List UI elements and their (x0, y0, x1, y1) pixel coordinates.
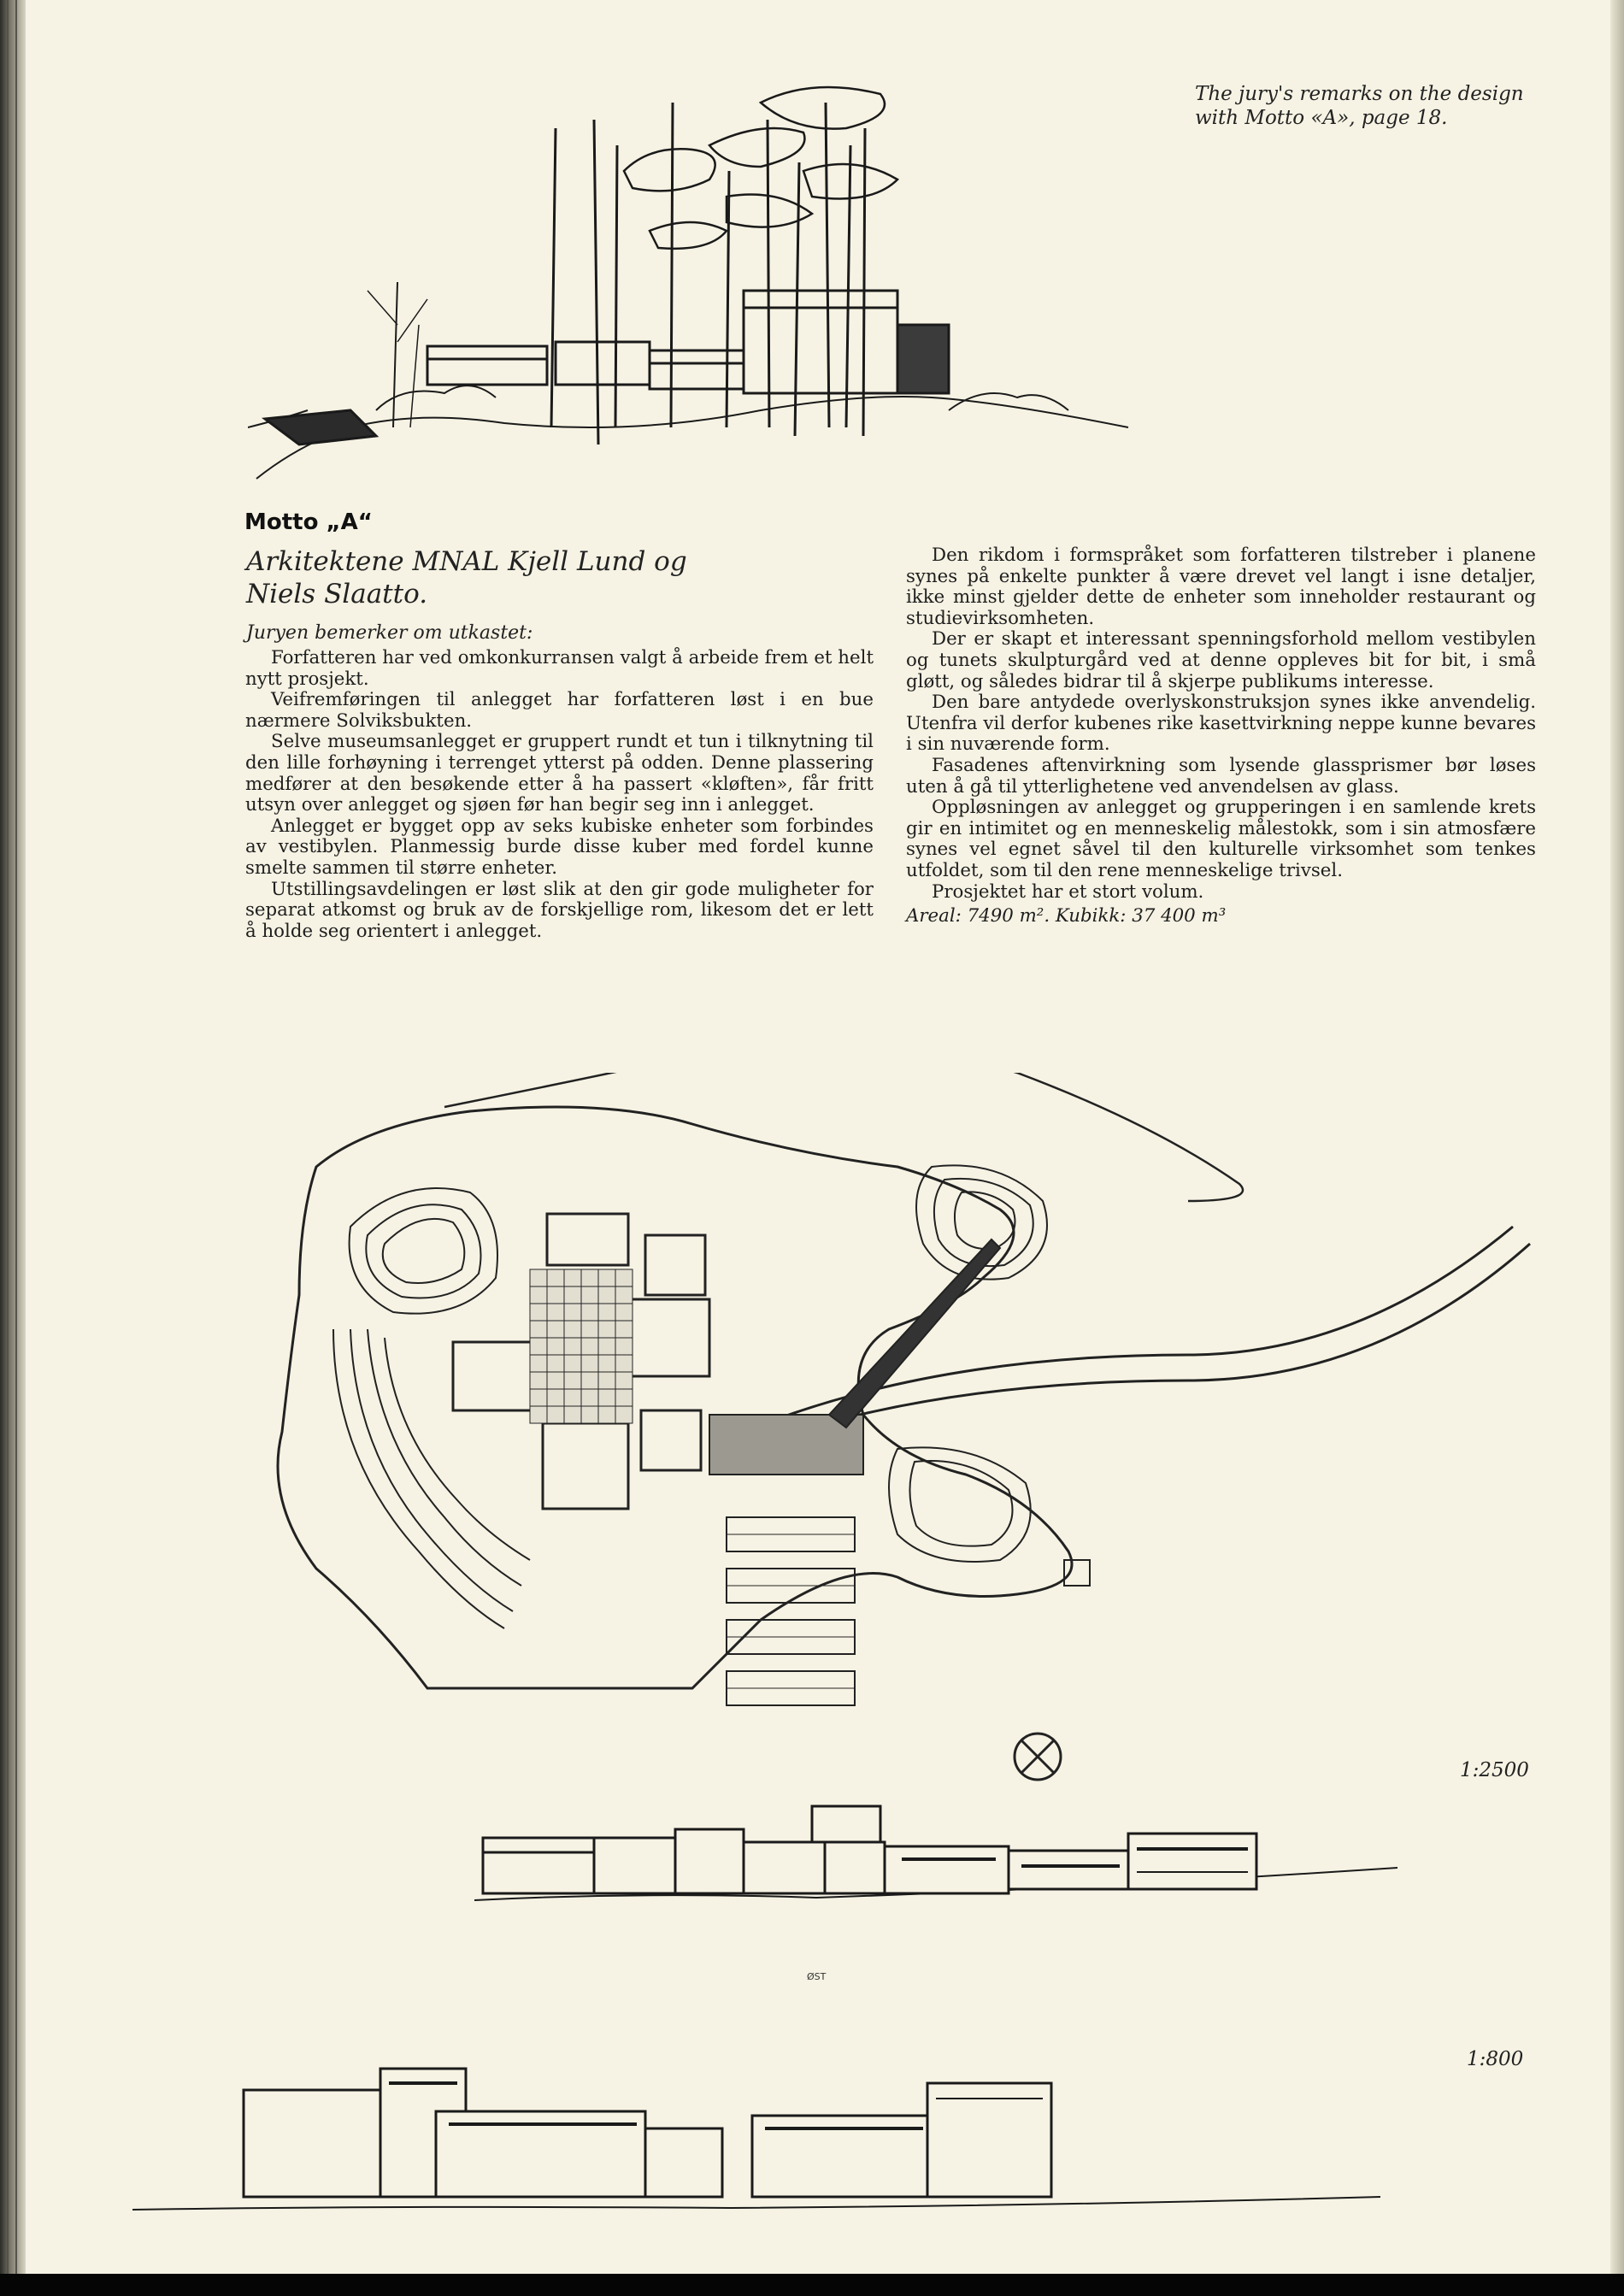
photo-caption (1195, 82, 1554, 130)
paragraph: Oppløsningen av anlegget og grupperingen i en samlende krets gir en intimitet og en menneskelig målestokk, som i sin atmosfære synes vel egnet såvel til den kulturelle virksomhet som tenkes utfoldet, som til den rene menneskelige trivsel. (906, 797, 1536, 881)
architects-line: Niels Slaatto. (246, 579, 428, 609)
area-volume: Areal: 7490 m². Kubikk: 37 400 m³ (906, 905, 1227, 927)
book-spine-shadow (0, 0, 26, 2274)
text-column-left (245, 648, 874, 942)
spine-line (7, 0, 9, 2274)
page-edge (1610, 0, 1624, 2274)
plan-scale: 1:2500 (1460, 1759, 1529, 1781)
paragraph: Veifremføringen til anlegget har forfatteren løst i en bue nærmere Solviksbukten. (245, 689, 874, 732)
spine-line (15, 0, 17, 2274)
paragraph: Utstillingsavdelingen er løst slik at den gir gode muligheter for separat atkomst og bruk av de forskjellige rom, likesom det er lett å holde seg orientert i anlegget. (245, 878, 874, 942)
paragraph: Den bare antydede overlyskonstruksjon synes ikke anvendelig. Utenfra vil derfor kubenes rike kasettvirkning neppe kunne bevares i sin nuværende form. (906, 692, 1536, 756)
motto-title: Motto „A“ (244, 509, 373, 535)
elevation-east (474, 1791, 1397, 1902)
elevation-scale: 1:800 (1467, 2048, 1524, 2070)
jury-heading: Juryen bemerker om utkastet: (246, 622, 533, 644)
architects-line: Arkitektene MNAL Kjell Lund og (246, 546, 687, 577)
paragraph: Prosjektet har et stort volum. (932, 880, 1204, 903)
site-plan (248, 1073, 1581, 1782)
architects-credit (246, 545, 687, 610)
caption-line: The jury's remarks on the design (1195, 83, 1524, 105)
text-column-right (906, 545, 1536, 927)
caption-line: with Motto «A», page 18. (1195, 107, 1448, 129)
elevation-west (132, 2039, 1380, 2218)
perspective-sketch (248, 68, 1145, 496)
paragraph: Selve museumsanlegget er gruppert rundt et tun i tilknytning til den lille forhøyning i terrenget ytterst på odden. Denne plassering medfører at den besøkende etter å ha passert «kløften», får fritt utsyn over anlegget og sjøen før han begir seg inn i anlegget. (245, 731, 874, 816)
paragraph: Fasadenes aftenvirkning som lysende glassprismer bør løses uten å gå til ytterlighetene ved anvendelsen av glass. (906, 754, 1536, 798)
paragraph: Anlegget er bygget opp av seks kubiske enheter som forbindes av vestibylen. Planmessig burde disse kuber med fordel kunne smelte sammen til større enheter. (245, 815, 874, 879)
paragraph: Der er skapt et interessant spenningsforhold mellom vestibylen og tunets skulpturgård ved at denne oppleves bit for bit, i små gløtt, og således bidrar til å skjerpe publikums interesse. (906, 628, 1536, 692)
paragraph: Forfatteren har ved omkonkurransen valgt å arbeide frem et helt nytt prosjekt. (245, 647, 874, 690)
elevation-label: ØST (807, 1971, 827, 1982)
paragraph: Den rikdom i formspråket som forfatteren tilstreber i planene synes på enkelte punkter å være drevet vel langt i isne detaljer, ikke minst gjelder dette de enheter som inneholder restaurant og studievirksomheten. (906, 545, 1536, 629)
scan-bottom-bar (0, 2274, 1624, 2296)
